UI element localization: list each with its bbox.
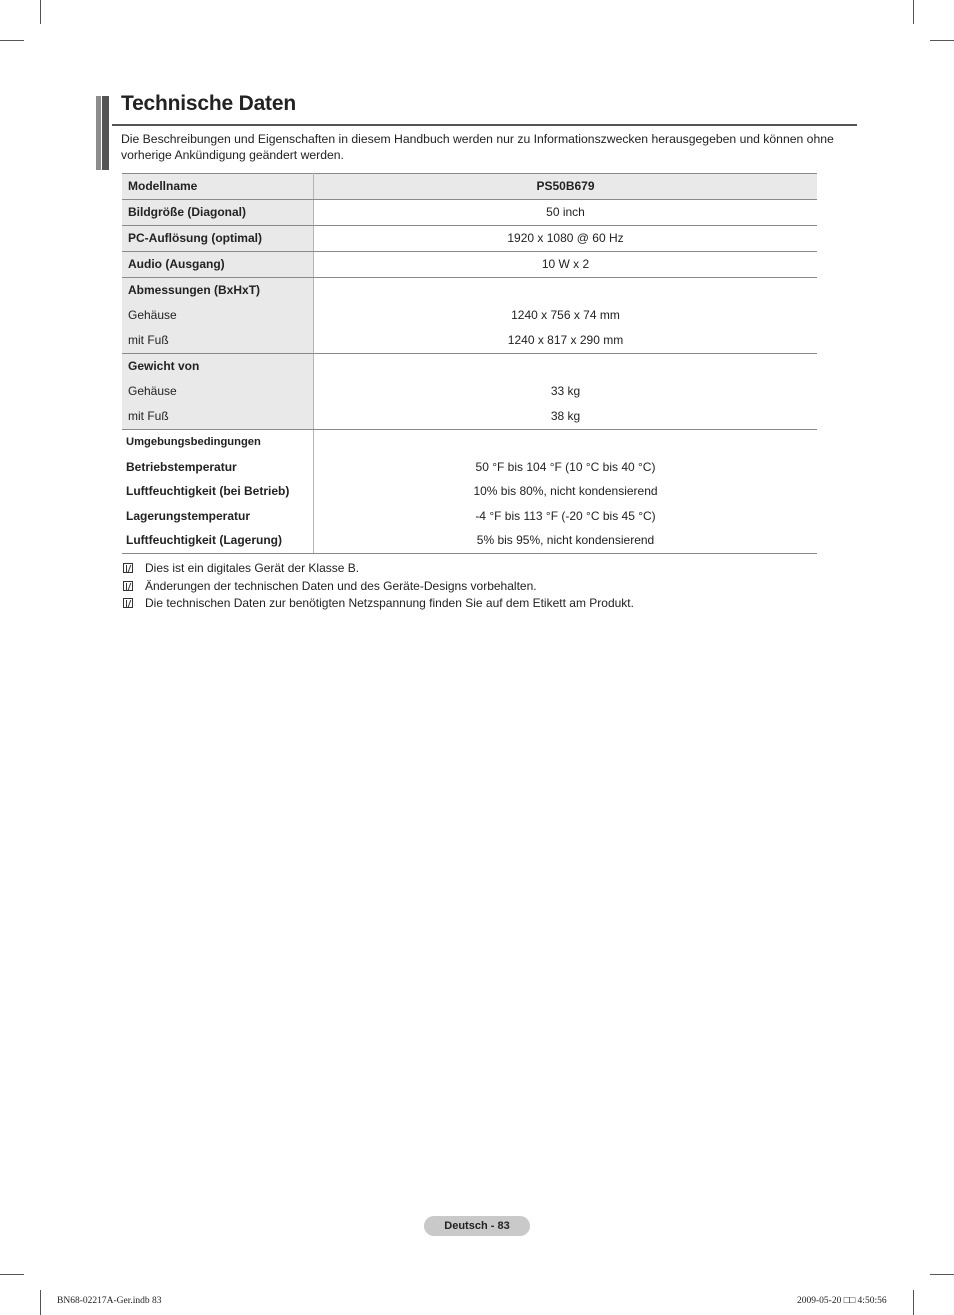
note-text: Änderungen der technischen Daten und des Geräte-Designs vorbehalten.: [145, 578, 537, 593]
spec-value: 10 W x 2: [541, 257, 590, 271]
spec-value: 10% bis 80%, nicht kondensierend: [473, 484, 658, 499]
footer-timestamp: 2009-05-20 □□ 4:50:56: [797, 1296, 887, 1306]
spec-sublabel: Luftfeuchtigkeit (bei Betrieb): [126, 484, 290, 499]
spec-sublabel: Luftfeuchtigkeit (Lagerung): [126, 533, 282, 548]
spec-value: 33 kg: [550, 384, 581, 398]
spec-sublabel: mit Fuß: [128, 409, 169, 423]
table-row: [122, 430, 817, 554]
page-number-badge: Deutsch - 83: [424, 1216, 530, 1236]
note-text: Dies ist ein digitales Gerät der Klasse B.: [145, 561, 360, 575]
title-divider: [112, 124, 857, 126]
note-text: Die technischen Daten zur benötigten Netzspannung finden Sie auf dem Etikett am Produkt.: [145, 596, 634, 610]
crop-mark: [0, 40, 24, 41]
spec-sublabel: mit Fuß: [128, 333, 169, 347]
crop-mark: [913, 1290, 914, 1315]
crop-mark: [0, 1274, 24, 1275]
spec-value: PS50B679: [536, 179, 595, 193]
spec-value: -4 °F bis 113 °F (-20 °C bis 45 °C): [475, 508, 656, 523]
note-icon: [123, 563, 133, 573]
spec-value: 50 inch: [546, 205, 585, 219]
spec-sublabel: Lagerungstemperatur: [126, 508, 251, 523]
crop-mark: [40, 1290, 41, 1315]
list-item: [122, 595, 634, 613]
intro-text: Die Beschreibungen und Eigenschaften in diesem Handbuch werden nur zu Informationszwecken herausgegeben und können ohne vorherige Ankündigung geändert werden.: [121, 132, 834, 162]
crop-mark: [930, 1274, 954, 1275]
spec-value: 38 kg: [550, 409, 581, 423]
table-row: [122, 174, 817, 200]
spec-sublabel: Betriebstemperatur: [126, 459, 237, 474]
spec-label: Abmessungen (BxHxT): [128, 283, 261, 297]
list-item: [122, 560, 634, 578]
table-row: [122, 278, 817, 354]
notes-list: [122, 560, 634, 613]
title-accent-bar: [96, 96, 110, 170]
table-row: [122, 354, 817, 430]
spec-sublabel: Gehäuse: [128, 308, 177, 322]
table-row: [122, 200, 817, 226]
footer-file-info: BN68-02217A-Ger.indb 83: [57, 1296, 162, 1306]
page-title: Technische Daten: [121, 92, 296, 115]
spec-sublabel: Gehäuse: [128, 384, 177, 398]
spec-value: 1920 x 1080 @ 60 Hz: [507, 231, 624, 245]
spec-label: PC-Auflösung (optimal): [128, 231, 262, 245]
specifications-table: [122, 173, 817, 554]
note-icon: [123, 598, 133, 608]
spec-value: 50 °F bis 104 °F (10 °C bis 40 °C): [475, 459, 656, 474]
spec-label: Audio (Ausgang): [128, 257, 225, 271]
crop-mark: [913, 0, 914, 24]
table-row: [122, 252, 817, 278]
crop-mark: [40, 0, 41, 24]
spec-label: Umgebungsbedingungen: [126, 436, 261, 448]
spec-value: 1240 x 756 x 74 mm: [511, 308, 620, 322]
spec-value: 1240 x 817 x 290 mm: [507, 333, 624, 347]
spec-label: Modellname: [128, 179, 198, 193]
crop-mark: [930, 40, 954, 41]
spec-label: Bildgröße (Diagonal): [128, 205, 246, 219]
spec-label: Gewicht von: [128, 359, 200, 373]
list-item: [122, 578, 634, 596]
note-icon: [123, 581, 133, 591]
table-row: [122, 226, 817, 252]
spec-value: 5% bis 95%, nicht kondensierend: [476, 533, 655, 548]
